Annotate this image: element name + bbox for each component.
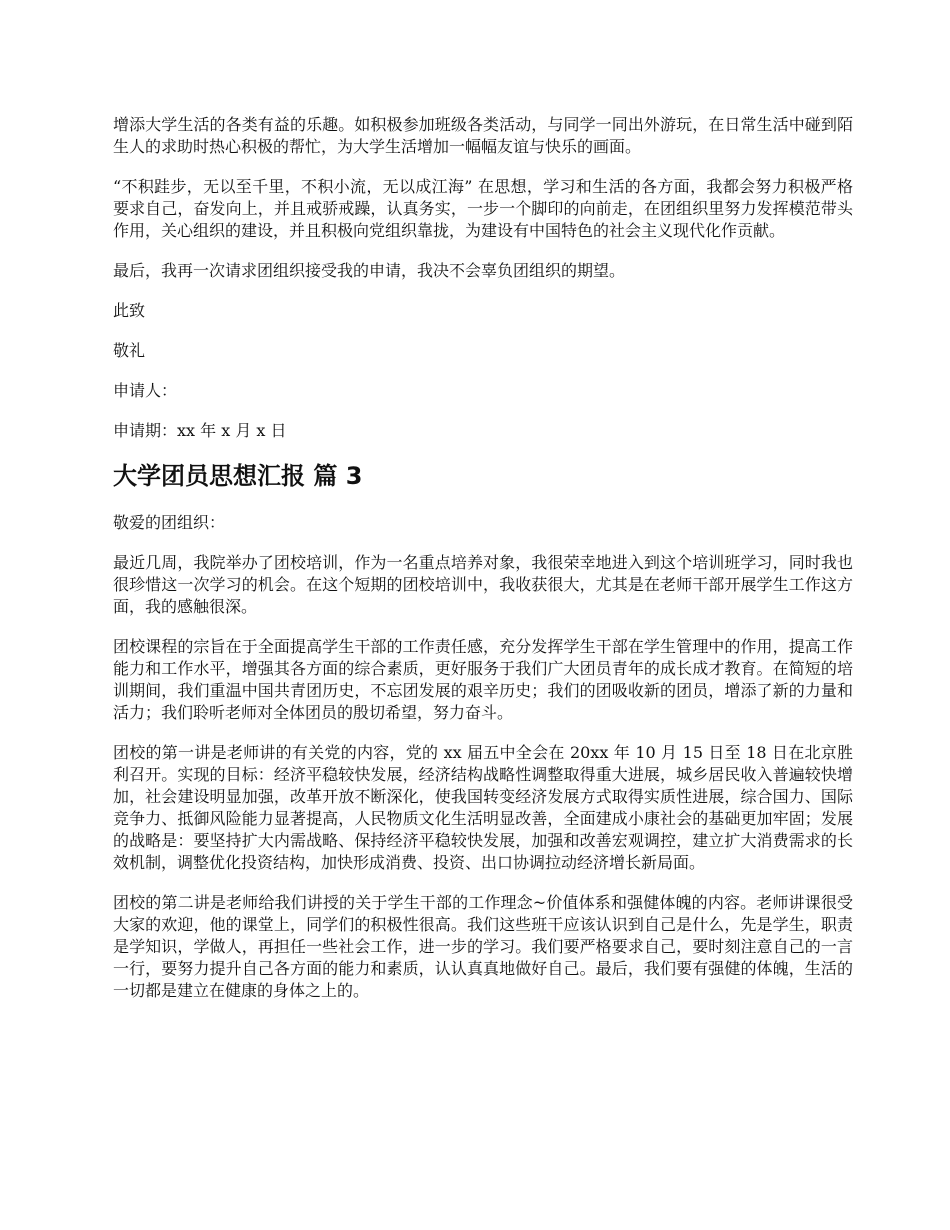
closing-respect: 敬礼 [113, 341, 146, 360]
paragraph-course-purpose: 团校课程的宗旨在于全面提高学生干部的工作责任感，充分发挥学生干部在学生管理中的作用，提高工作能力和工作水平，增强其各方面的综合素质，更好服务于我们广大团员青年的成长成才教育。在简短的培训期间，我们重温中国共青团历史，不忘团发展的艰辛历史；我们的团吸收新的团员，增添了新的力量和活力；我们聆听老师对全体团员的殷切希望，努力奋斗。 [113, 637, 853, 722]
document-page [113, 114, 853, 1020]
paragraph-second-lecture: 团校的第二讲是老师给我们讲授的关于学生干部的工作理念~价值体系和强健体魄的内容。老师讲课很受大家的欢迎，他的课堂上，同学们的积极性很高。我们这些班干应该认识到自己是什么，先是学生，职责是学知识，学做人，再担任一些社会工作，进一步的学习。我们要严格要求自己，要时刻注意自己的一言一行，要努力提升自己各方面的能力和素质，认认真真地做好自己。最后，我们要有强健的体魄，生活的一切都是建立在健康的身体之上的。 [113, 893, 853, 1000]
paragraph-first-lecture: 团校的第一讲是老师讲的有关党的内容，党的 xx 届五中全会在 20xx 年 10 月 15 日至 18 日在北京胜利召开。实现的目标：经济平稳较快发展，经济结构战略性调整取得重大进展，城乡居民收入普遍较快增加，社会建设明显加强，改革开放不断深化，使我国转变经济发展方式取得实质性进展，综合国力、国际竞争力、抵御风险能力显著提高，人民物质文化生活明显改善，全面建成小康社会的基础更加牢固；发展的战略是：要坚持扩大内需战略、保持经济平稳较快发展，加强和改善宏观调控，建立扩大消费需求的长效机制，调整优化投资结构，加快形成消费、投资、出口协调拉动经济增长新局面。 [113, 743, 853, 872]
closing-salutation: 此致 [113, 301, 146, 320]
paragraph-activities: 增添大学生活的各类有益的乐趣。如积极参加班级各类活动，与同学一同出外游玩，在日常生活中碰到陌生人的求助时热心积极的帮忙，为大学生活增加一幅幅友谊与快乐的画面。 [113, 115, 853, 156]
section-heading: 大学团员思想汇报 篇 3 [113, 462, 363, 490]
paragraph-request: 最后，我再一次请求团组织接受我的申请，我决不会辜负团组织的期望。 [113, 261, 626, 280]
paragraph-quote: “不积跬步，无以至千里，不积小流，无以成江海” 在思想，学习和生活的各方面，我都会努力积极严格要求自己，奋发向上，并且戒骄戒躁，认真务实，一步一个脚印的向前走，在团组织里努力发挥模范带头作用，关心组织的建设，并且积极向党组织靠拢，为建设有中国特色的社会主义现代化作贡献。 [113, 177, 853, 240]
paragraph-training-intro: 最近几周，我院举办了团校培训，作为一名重点培养对象，我很荣幸地进入到这个培训班学习，同时我也很珍惜这一次学习的机会。在这个短期的团校培训中，我收获很大，尤其是在老师干部开展学生工作这方面，我的感触很深。 [113, 553, 853, 616]
applicant-label: 申请人： [113, 381, 178, 400]
greeting: 敬爱的团组织： [113, 513, 226, 532]
application-date: 申请期：xx 年 x 月 x 日 [113, 421, 287, 440]
